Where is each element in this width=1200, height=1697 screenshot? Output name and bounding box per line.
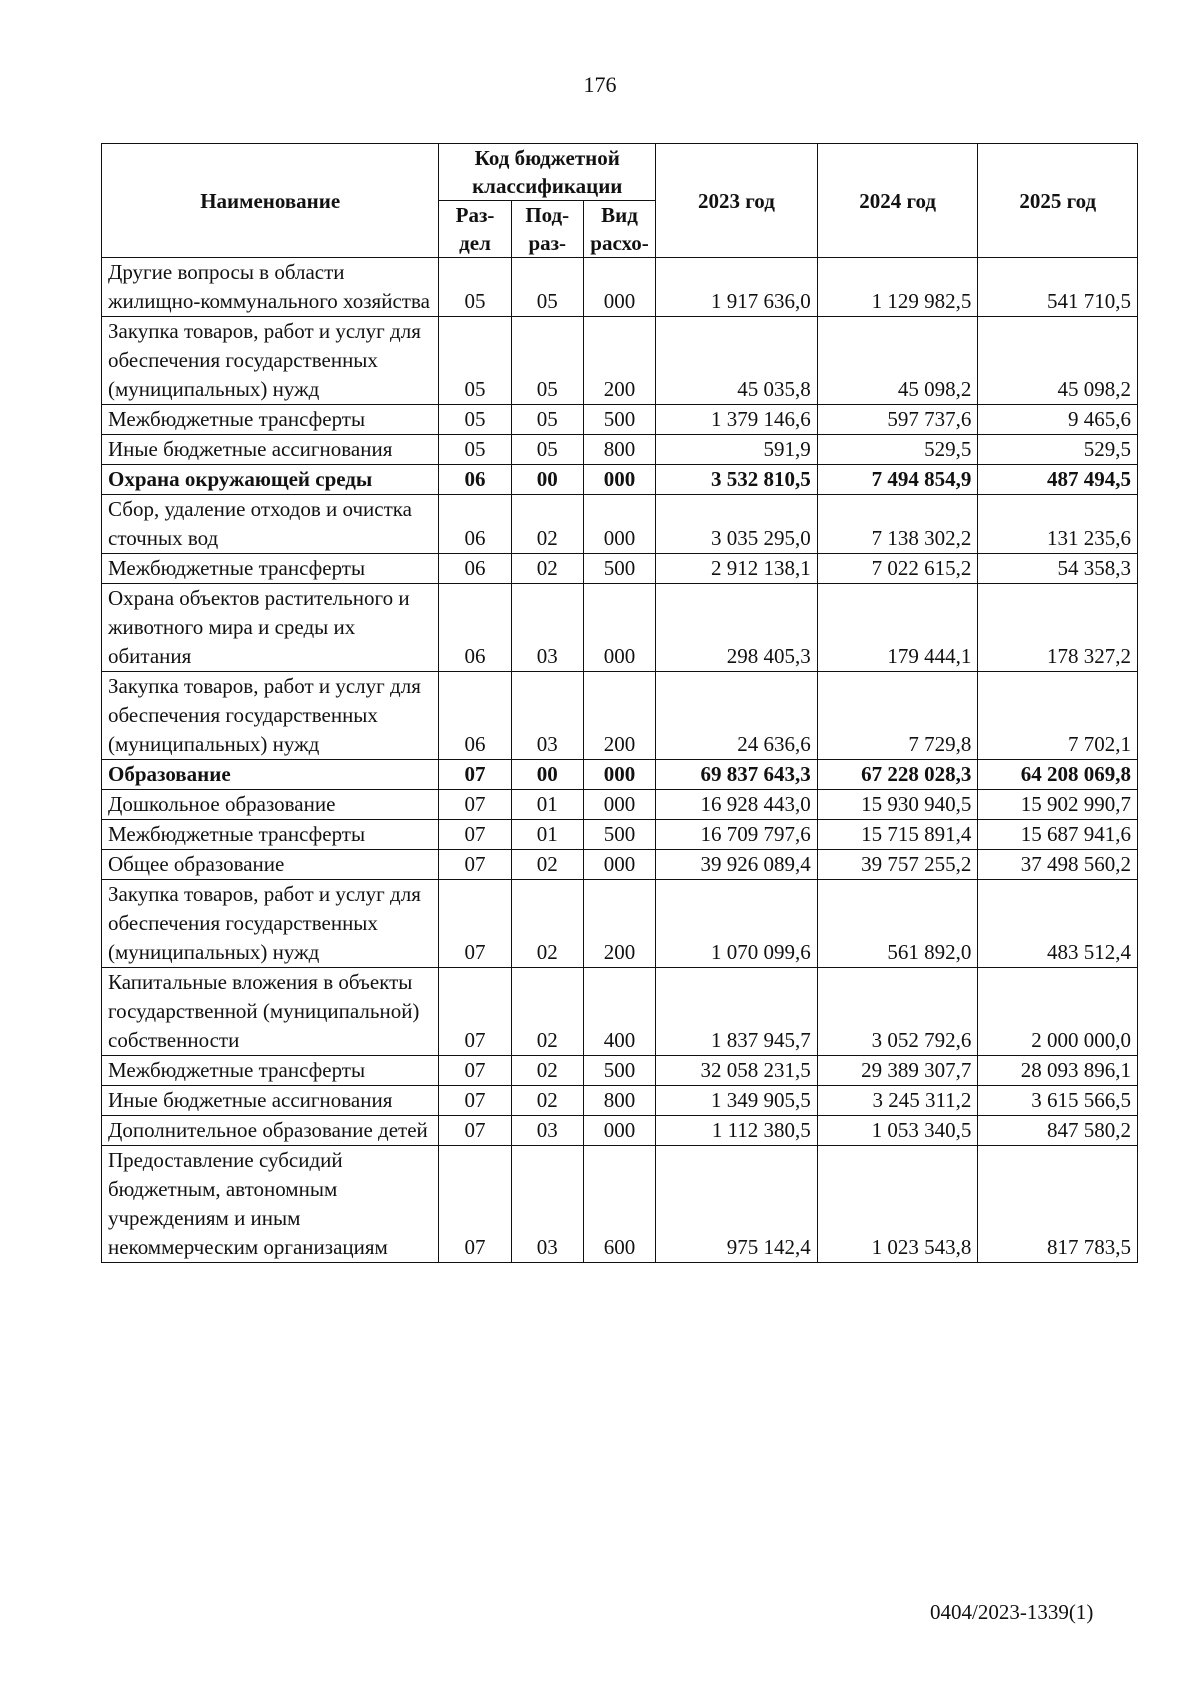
table-row <box>102 968 1138 1056</box>
header-year-2024: 2024 год <box>817 144 978 258</box>
row-podrazdel: 02 <box>511 495 583 554</box>
row-name: Охрана объектов растительного и животного мира и среды их обитания <box>102 584 439 672</box>
row-name: Охрана окружающей среды <box>102 465 439 495</box>
table-row <box>102 850 1138 880</box>
row-name: Закупка товаров, работ и услуг для обеспечения государственных (муниципальных) нужд <box>102 317 439 405</box>
row-value-2024: 29 389 307,7 <box>817 1056 978 1086</box>
table-row <box>102 880 1138 968</box>
header-year-2025: 2025 год <box>978 144 1138 258</box>
row-razdel: 06 <box>439 554 511 584</box>
row-value-2024: 1 023 543,8 <box>817 1146 978 1263</box>
row-podrazdel: 03 <box>511 1116 583 1146</box>
row-value-2024: 1 053 340,5 <box>817 1116 978 1146</box>
row-vid: 200 <box>583 317 655 405</box>
header-podrazdel: Под-раз- <box>511 201 583 258</box>
table-row <box>102 554 1138 584</box>
row-value-2023: 298 405,3 <box>656 584 818 672</box>
row-value-2023: 69 837 643,3 <box>656 760 818 790</box>
row-podrazdel: 05 <box>511 405 583 435</box>
row-value-2023: 24 636,6 <box>656 672 818 760</box>
row-value-2023: 1 349 905,5 <box>656 1086 818 1116</box>
row-value-2025: 178 327,2 <box>978 584 1138 672</box>
page-number: 176 <box>583 72 617 97</box>
row-razdel: 06 <box>439 495 511 554</box>
header-name: Наименование <box>102 144 439 258</box>
row-podrazdel: 02 <box>511 968 583 1056</box>
table-row <box>102 1116 1138 1146</box>
row-value-2024: 15 930 940,5 <box>817 790 978 820</box>
table-row <box>102 584 1138 672</box>
row-podrazdel: 01 <box>511 820 583 850</box>
row-name: Закупка товаров, работ и услуг для обеспечения государственных (муниципальных) нужд <box>102 672 439 760</box>
row-razdel: 07 <box>439 1146 511 1263</box>
row-razdel: 07 <box>439 1116 511 1146</box>
row-name: Межбюджетные трансферты <box>102 554 439 584</box>
row-podrazdel: 02 <box>511 554 583 584</box>
table-row <box>102 465 1138 495</box>
header-razdel: Раз-дел <box>439 201 511 258</box>
row-name: Межбюджетные трансферты <box>102 405 439 435</box>
row-value-2023: 1 837 945,7 <box>656 968 818 1056</box>
row-name: Образование <box>102 760 439 790</box>
table-row <box>102 435 1138 465</box>
row-vid: 800 <box>583 1086 655 1116</box>
row-podrazdel: 01 <box>511 790 583 820</box>
row-razdel: 07 <box>439 1086 511 1116</box>
row-value-2023: 45 035,8 <box>656 317 818 405</box>
row-podrazdel: 03 <box>511 672 583 760</box>
row-vid: 500 <box>583 405 655 435</box>
header-year-2023: 2023 год <box>656 144 818 258</box>
table-row <box>102 672 1138 760</box>
row-razdel: 06 <box>439 672 511 760</box>
row-value-2025: 37 498 560,2 <box>978 850 1138 880</box>
table-row <box>102 317 1138 405</box>
row-razdel: 05 <box>439 435 511 465</box>
row-value-2023: 1 070 099,6 <box>656 880 818 968</box>
row-vid: 000 <box>583 1116 655 1146</box>
row-vid: 000 <box>583 850 655 880</box>
row-value-2025: 54 358,3 <box>978 554 1138 584</box>
row-vid: 500 <box>583 554 655 584</box>
row-name: Дошкольное образование <box>102 790 439 820</box>
row-name: Другие вопросы в области жилищно-коммунального хозяйства <box>102 258 439 317</box>
row-name: Сбор, удаление отходов и очистка сточных вод <box>102 495 439 554</box>
row-vid: 000 <box>583 790 655 820</box>
row-razdel: 07 <box>439 1056 511 1086</box>
row-name: Иные бюджетные ассигнования <box>102 1086 439 1116</box>
row-name: Иные бюджетные ассигнования <box>102 435 439 465</box>
row-name: Общее образование <box>102 850 439 880</box>
row-value-2025: 487 494,5 <box>978 465 1138 495</box>
row-value-2024: 3 245 311,2 <box>817 1086 978 1116</box>
row-podrazdel: 00 <box>511 465 583 495</box>
table-row <box>102 1056 1138 1086</box>
row-vid: 400 <box>583 968 655 1056</box>
budget-table <box>101 143 1138 1263</box>
row-podrazdel: 02 <box>511 850 583 880</box>
row-podrazdel: 02 <box>511 1086 583 1116</box>
row-name: Межбюджетные трансферты <box>102 1056 439 1086</box>
row-podrazdel: 02 <box>511 1056 583 1086</box>
table-row <box>102 405 1138 435</box>
row-name: Закупка товаров, работ и услуг для обеспечения государственных (муниципальных) нужд <box>102 880 439 968</box>
row-value-2025: 483 512,4 <box>978 880 1138 968</box>
row-vid: 000 <box>583 584 655 672</box>
row-value-2025: 64 208 069,8 <box>978 760 1138 790</box>
row-razdel: 05 <box>439 258 511 317</box>
row-value-2025: 3 615 566,5 <box>978 1086 1138 1116</box>
row-razdel: 07 <box>439 820 511 850</box>
row-podrazdel: 03 <box>511 1146 583 1263</box>
row-value-2024: 7 494 854,9 <box>817 465 978 495</box>
row-value-2025: 529,5 <box>978 435 1138 465</box>
row-vid: 000 <box>583 495 655 554</box>
table-row <box>102 1146 1138 1263</box>
row-value-2023: 16 709 797,6 <box>656 820 818 850</box>
header-vid: Вид расхо- <box>583 201 655 258</box>
row-value-2024: 529,5 <box>817 435 978 465</box>
document-code: 0404/2023-1339(1) <box>930 1600 1094 1624</box>
table-row <box>102 1086 1138 1116</box>
row-value-2023: 1 917 636,0 <box>656 258 818 317</box>
row-value-2024: 7 729,8 <box>817 672 978 760</box>
row-value-2025: 28 093 896,1 <box>978 1056 1138 1086</box>
row-razdel: 07 <box>439 760 511 790</box>
row-vid: 000 <box>583 258 655 317</box>
row-value-2025: 15 687 941,6 <box>978 820 1138 850</box>
row-podrazdel: 05 <box>511 317 583 405</box>
row-value-2023: 2 912 138,1 <box>656 554 818 584</box>
row-name: Дополнительное образование детей <box>102 1116 439 1146</box>
table-row <box>102 820 1138 850</box>
row-value-2023: 16 928 443,0 <box>656 790 818 820</box>
row-value-2023: 3 532 810,5 <box>656 465 818 495</box>
row-razdel: 07 <box>439 850 511 880</box>
row-vid: 200 <box>583 880 655 968</box>
row-name: Предоставление субсидий бюджетным, автономным учреждениям и иным некоммерческим организациям <box>102 1146 439 1263</box>
header-code-group: Код бюджетной классификации <box>439 144 656 201</box>
row-vid: 600 <box>583 1146 655 1263</box>
row-value-2023: 39 926 089,4 <box>656 850 818 880</box>
row-podrazdel: 00 <box>511 760 583 790</box>
row-vid: 200 <box>583 672 655 760</box>
row-value-2025: 45 098,2 <box>978 317 1138 405</box>
row-name: Межбюджетные трансферты <box>102 820 439 850</box>
row-podrazdel: 05 <box>511 435 583 465</box>
row-value-2024: 561 892,0 <box>817 880 978 968</box>
table-row <box>102 258 1138 317</box>
row-value-2024: 15 715 891,4 <box>817 820 978 850</box>
row-value-2024: 39 757 255,2 <box>817 850 978 880</box>
row-podrazdel: 02 <box>511 880 583 968</box>
row-razdel: 05 <box>439 317 511 405</box>
row-razdel: 07 <box>439 968 511 1056</box>
table-row <box>102 760 1138 790</box>
row-vid: 500 <box>583 820 655 850</box>
table-row <box>102 495 1138 554</box>
table-body <box>102 258 1138 1263</box>
row-value-2025: 9 465,6 <box>978 405 1138 435</box>
row-value-2023: 591,9 <box>656 435 818 465</box>
row-razdel: 05 <box>439 405 511 435</box>
row-value-2025: 15 902 990,7 <box>978 790 1138 820</box>
row-razdel: 07 <box>439 880 511 968</box>
row-name: Капитальные вложения в объекты государственной (муниципальной) собственности <box>102 968 439 1056</box>
row-value-2025: 131 235,6 <box>978 495 1138 554</box>
row-value-2024: 597 737,6 <box>817 405 978 435</box>
row-razdel: 06 <box>439 584 511 672</box>
row-podrazdel: 03 <box>511 584 583 672</box>
row-value-2025: 541 710,5 <box>978 258 1138 317</box>
row-value-2024: 179 444,1 <box>817 584 978 672</box>
row-value-2023: 3 035 295,0 <box>656 495 818 554</box>
row-value-2025: 7 702,1 <box>978 672 1138 760</box>
row-razdel: 07 <box>439 790 511 820</box>
row-value-2024: 45 098,2 <box>817 317 978 405</box>
row-vid: 500 <box>583 1056 655 1086</box>
row-vid: 800 <box>583 435 655 465</box>
row-value-2023: 32 058 231,5 <box>656 1056 818 1086</box>
row-razdel: 06 <box>439 465 511 495</box>
row-vid: 000 <box>583 760 655 790</box>
row-value-2024: 3 052 792,6 <box>817 968 978 1056</box>
row-value-2025: 847 580,2 <box>978 1116 1138 1146</box>
row-value-2024: 7 138 302,2 <box>817 495 978 554</box>
row-podrazdel: 05 <box>511 258 583 317</box>
row-value-2024: 67 228 028,3 <box>817 760 978 790</box>
row-value-2024: 7 022 615,2 <box>817 554 978 584</box>
row-value-2023: 1 379 146,6 <box>656 405 818 435</box>
row-value-2023: 975 142,4 <box>656 1146 818 1263</box>
row-vid: 000 <box>583 465 655 495</box>
row-value-2024: 1 129 982,5 <box>817 258 978 317</box>
row-value-2023: 1 112 380,5 <box>656 1116 818 1146</box>
row-value-2025: 2 000 000,0 <box>978 968 1138 1056</box>
table-row <box>102 790 1138 820</box>
row-value-2025: 817 783,5 <box>978 1146 1138 1263</box>
